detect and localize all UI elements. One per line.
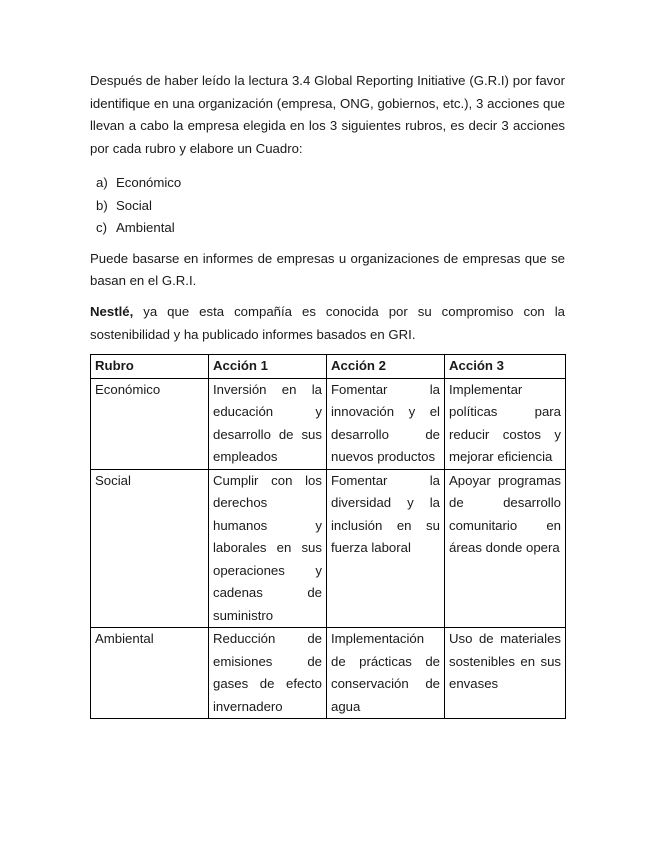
list-marker: a)	[96, 175, 108, 191]
column-header-accion-1: Acción 1	[209, 355, 327, 379]
list-item	[90, 172, 565, 195]
table-cell: Fomentar la innovación y el desarrollo de nuevos productos	[327, 378, 445, 469]
table-cell: Implementación de prácticas de conservación de agua	[327, 628, 445, 719]
table-cell: Reducción de emisiones de gases de efecto invernadero	[209, 628, 327, 719]
note-paragraph: Puede basarse en informes de empresas u organizaciones de empresas que se basan en el G.R.I.	[90, 250, 565, 289]
table-cell: Implementar políticas para reducir costos y mejorar eficiencia	[445, 378, 566, 469]
column-header-rubro: Rubro	[91, 355, 209, 379]
actions-table	[90, 354, 566, 719]
list-item	[90, 195, 565, 218]
table-cell: Fomentar la diversidad y la inclusión en su fuerza laboral	[327, 469, 445, 628]
list-marker: b)	[96, 197, 108, 213]
list-marker: c)	[96, 220, 107, 236]
table-cell: Uso de materiales sostenibles en sus envases	[445, 628, 566, 719]
list-item	[90, 217, 565, 240]
table-row	[91, 469, 566, 628]
rubro-list	[90, 172, 565, 240]
list-item-label: Ambiental	[116, 220, 175, 236]
column-header-accion-2: Acción 2	[327, 355, 445, 379]
document-body	[90, 70, 565, 719]
table-row	[91, 628, 566, 719]
table-cell: Cumplir con los derechos humanos y laborales en sus operaciones y cadenas de suministro	[209, 469, 327, 628]
table-cell: Inversión en la educación y desarrollo de sus empleados	[209, 378, 327, 469]
table-header-row	[91, 355, 566, 379]
list-item-label: Económico	[116, 175, 182, 191]
rubro-cell: Social	[91, 469, 209, 628]
column-header-accion-3: Acción 3	[445, 355, 566, 379]
company-text: ya que esta compañía es conocida por su compromiso con la sostenibilidad y ha publicado informes basados en GRI.	[90, 304, 565, 342]
table-cell: Apoyar programas de desarrollo comunitario en áreas donde opera	[445, 469, 566, 628]
table-row	[91, 378, 566, 469]
company-paragraph	[90, 301, 565, 346]
company-name: Nestlé,	[90, 304, 134, 320]
intro-paragraph: Después de haber leído la lectura 3.4 Global Reporting Initiative (G.R.I) por favor identifique en una organización (empresa, ONG, gobiernos, etc.), 3 acciones que llevan a cabo la empresa elegida en los 3 siguientes rubros, es decir 3 acciones por cada rubro y elabore un Cuadro:	[90, 73, 565, 156]
list-item-label: Social	[116, 197, 152, 213]
rubro-cell: Económico	[91, 378, 209, 469]
rubro-cell: Ambiental	[91, 628, 209, 719]
